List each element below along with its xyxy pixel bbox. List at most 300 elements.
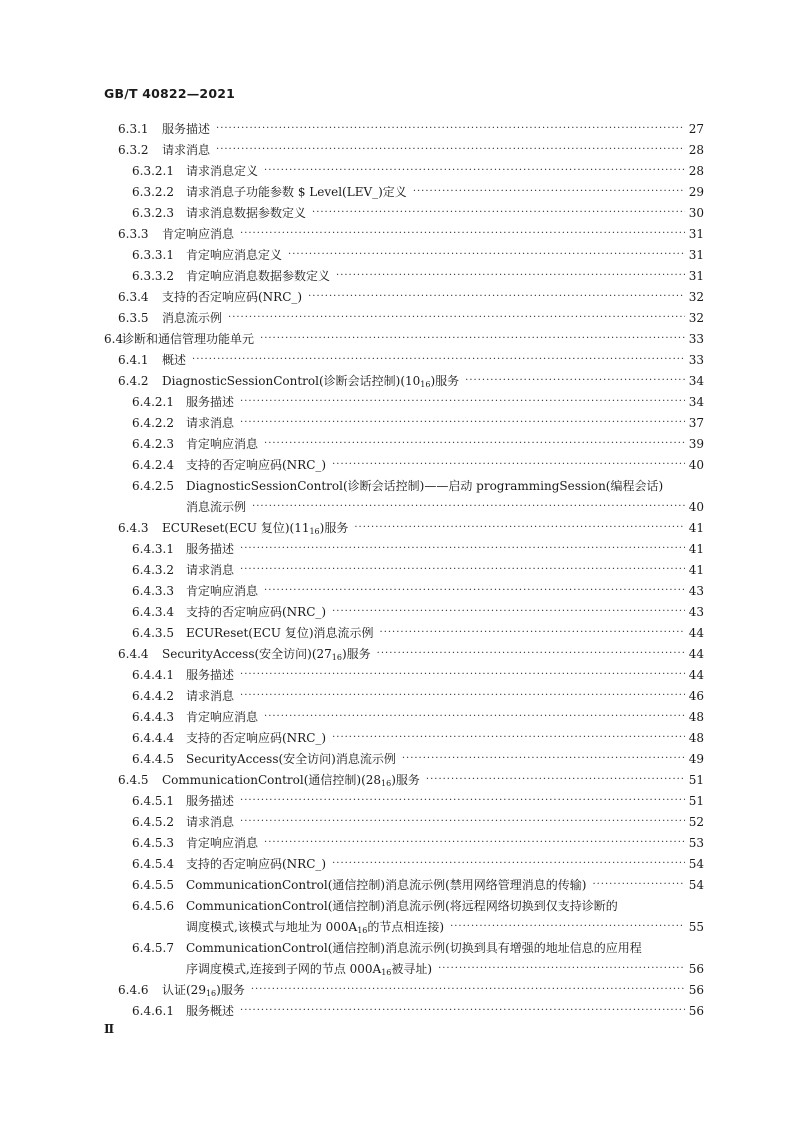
toc-entry[interactable] — [0, 118, 794, 139]
dot-leader — [252, 501, 685, 512]
toc-entry[interactable] — [0, 370, 794, 391]
toc-title — [186, 204, 306, 221]
toc-page-number: 44 — [688, 625, 704, 640]
toc-title — [162, 225, 234, 242]
toc-number: 6.4.3.1 — [132, 541, 174, 556]
toc-entry-first-line — [0, 937, 794, 958]
toc-entry-first-line — [0, 895, 794, 916]
toc-title-text: 请求消息 — [186, 416, 235, 430]
toc-entry-line — [0, 601, 704, 622]
toc-title-text: 序调度模式,连接到子网的节点 000A — [186, 962, 382, 976]
toc-entry[interactable] — [0, 181, 794, 202]
toc-entry[interactable] — [0, 349, 794, 370]
toc-entry-line — [0, 433, 704, 454]
toc-entry-line — [0, 223, 704, 244]
toc-entry[interactable] — [0, 475, 794, 517]
toc-entry-line — [0, 160, 704, 181]
toc-entry-line — [0, 307, 704, 328]
toc-title-text: 请求消息子功能参数 $ Level(LEV_)定义 — [186, 185, 407, 199]
toc-entry[interactable] — [0, 391, 794, 412]
toc-number: 6.4.3.5 — [132, 625, 174, 640]
toc-entry[interactable] — [0, 202, 794, 223]
toc-title — [186, 456, 326, 473]
toc-entry[interactable] — [0, 538, 794, 559]
dot-leader — [216, 123, 685, 134]
toc-entry-line — [0, 559, 704, 580]
toc-title-text: 肯定响应消息数据参数定义 — [186, 269, 331, 283]
toc-title — [186, 540, 234, 557]
toc-title — [186, 582, 258, 599]
toc-page-number: 53 — [688, 835, 704, 850]
dot-leader — [332, 606, 685, 617]
toc-entry-line — [0, 286, 704, 307]
toc-page-number: 28 — [688, 142, 704, 157]
toc-number: 6.4.1 — [118, 352, 149, 367]
dot-leader — [240, 1005, 685, 1016]
dot-leader — [240, 396, 685, 407]
toc-entry-line — [0, 706, 704, 727]
toc-page-number: 51 — [688, 793, 704, 808]
dot-leader — [264, 438, 685, 449]
toc-number: 6.3.3.1 — [132, 247, 174, 262]
toc-title-text: 支持的否定响应码(NRC_) — [186, 605, 327, 619]
toc-number: 6.4.3.3 — [132, 583, 174, 598]
toc-entry[interactable] — [0, 160, 794, 181]
toc-number: 6.4.2.2 — [132, 415, 174, 430]
toc-entry-line — [0, 664, 704, 685]
toc-title — [186, 624, 374, 641]
toc-title-text: SecurityAccess(安全访问)消息流示例 — [186, 752, 396, 766]
toc-page-number: 56 — [688, 982, 704, 997]
toc-title-text: 诊断和通信管理功能单元 — [122, 332, 255, 346]
toc-entry[interactable] — [0, 853, 794, 874]
toc-title — [162, 309, 222, 326]
toc-entry[interactable] — [0, 1000, 794, 1021]
toc-title-text: 肯定响应消息 — [186, 836, 259, 850]
toc-number: 6.4.6.1 — [132, 1003, 174, 1018]
toc-title-text: 认证(29 — [162, 983, 206, 997]
toc-entry[interactable] — [0, 559, 794, 580]
toc-entry-line — [0, 1000, 704, 1021]
subscript: 16 — [357, 926, 368, 935]
toc-title-suffix: )服务 — [391, 773, 420, 787]
dot-leader — [240, 228, 685, 239]
dot-leader — [240, 690, 685, 701]
toc-page-number: 31 — [688, 226, 704, 241]
toc-page-number: 39 — [688, 436, 704, 451]
toc-entry[interactable] — [0, 748, 794, 769]
toc-number: 6.4.2.5 — [132, 478, 174, 493]
toc-entry-line — [0, 685, 704, 706]
subscript: 16 — [331, 653, 342, 662]
toc-title — [186, 918, 444, 935]
toc-entry[interactable] — [0, 832, 794, 853]
toc-page-number: 31 — [688, 247, 704, 262]
toc-number: 6.4.4 — [118, 646, 149, 661]
toc-title-text: 服务描述 — [186, 542, 235, 556]
toc-title — [186, 708, 258, 725]
toc-title — [186, 603, 326, 620]
toc-number: 6.3.2.2 — [132, 184, 174, 199]
toc-number: 6.4.5.4 — [132, 856, 174, 871]
toc-entry-line — [0, 916, 704, 937]
toc-entry[interactable] — [0, 643, 794, 664]
toc-number: 6.4.4.4 — [132, 730, 174, 745]
toc-title-text: CommunicationControl(通信控制)消息流示例(禁用网络管理消息的传输) — [186, 878, 587, 892]
subscript: 16 — [309, 527, 320, 536]
toc-page-number: 28 — [688, 163, 704, 178]
toc-number: 6.3.2.3 — [132, 205, 174, 220]
toc-entry-line — [0, 832, 704, 853]
toc-page-number: 44 — [688, 667, 704, 682]
dot-leader — [192, 354, 685, 365]
toc-number: 6.3.4 — [118, 289, 149, 304]
toc-number: 6.4.4.1 — [132, 667, 174, 682]
toc-entry[interactable] — [0, 727, 794, 748]
toc-page-number: 51 — [688, 772, 704, 787]
toc-title-text: ECUReset(ECU 复位)消息流示例 — [186, 626, 374, 640]
toc-title — [186, 687, 234, 704]
toc-page-number: 34 — [688, 394, 704, 409]
toc-title — [186, 498, 246, 515]
toc-title-text: 服务描述 — [186, 395, 235, 409]
toc-number: 6.4.5.2 — [132, 814, 174, 829]
toc-entry-line — [0, 412, 704, 433]
toc-title — [186, 414, 234, 431]
toc-page-number: 40 — [688, 499, 704, 514]
dot-leader — [264, 711, 685, 722]
toc-entry-line — [0, 181, 704, 202]
dot-leader — [332, 858, 685, 869]
toc-page-number: 55 — [688, 919, 704, 934]
toc-title-text: 肯定响应消息定义 — [186, 248, 283, 262]
toc-entry-line — [0, 496, 704, 517]
toc-title — [186, 666, 234, 683]
toc-page-number: 41 — [688, 562, 704, 577]
toc-title-text: 概述 — [162, 353, 187, 367]
toc-title — [162, 645, 371, 662]
toc-entry-line — [0, 727, 704, 748]
toc-title-text: 请求消息数据参数定义 — [186, 206, 307, 220]
toc-title — [162, 372, 459, 389]
dot-leader — [240, 543, 685, 554]
toc-number: 6.4.2.4 — [132, 457, 174, 472]
dot-leader — [240, 795, 685, 806]
toc-page-number: 31 — [688, 268, 704, 283]
subscript: 16 — [381, 968, 392, 977]
toc-entry-line — [0, 349, 704, 370]
toc-page-number: 56 — [688, 1003, 704, 1018]
toc-entry-line — [0, 958, 704, 979]
toc-page-number: 33 — [688, 331, 704, 346]
toc-number: 6.4.5.3 — [132, 835, 174, 850]
toc-entry-line — [0, 265, 704, 286]
toc-title — [162, 141, 210, 158]
toc-page-number: 32 — [688, 289, 704, 304]
toc-entry[interactable] — [0, 685, 794, 706]
toc-title-suffix: )服务 — [216, 983, 245, 997]
toc-entry[interactable] — [0, 979, 794, 1000]
toc-title-text: 请求消息 — [186, 815, 235, 829]
dot-leader — [264, 837, 685, 848]
toc-title-text: 请求消息定义 — [186, 164, 259, 178]
toc-entry-line — [0, 139, 704, 160]
toc-entry-line — [0, 748, 704, 769]
toc-title-text: 服务描述 — [162, 122, 211, 136]
dot-leader — [240, 816, 685, 827]
toc-number: 6.4.3 — [118, 520, 149, 535]
toc-title-text: SecurityAccess(安全访问)(27 — [162, 647, 332, 661]
toc-title-text: 肯定响应消息 — [186, 710, 259, 724]
toc-title-text: 肯定响应消息 — [186, 584, 259, 598]
toc-entry[interactable] — [0, 454, 794, 475]
toc-title-text: 支持的否定响应码(NRC_) — [186, 857, 327, 871]
toc-title-text: 服务描述 — [186, 668, 235, 682]
toc-title — [186, 813, 234, 830]
toc-title — [186, 729, 326, 746]
toc-entry[interactable] — [0, 937, 794, 979]
toc-number: 6.4 — [104, 331, 124, 346]
toc-number: 6.4.5 — [118, 772, 149, 787]
toc-title — [186, 393, 234, 410]
dot-leader — [264, 165, 685, 176]
toc-title-line1: CommunicationControl(通信控制)消息流示例(将远程网络切换到仅支持诊断的 — [186, 899, 618, 913]
toc-number: 6.3.3.2 — [132, 268, 174, 283]
toc-title-text: 消息流示例 — [186, 500, 247, 514]
toc-page-number: 34 — [688, 373, 704, 388]
toc-title-suffix: 的节点相连接) — [367, 920, 445, 934]
toc-entry[interactable] — [0, 895, 794, 937]
toc-page-number: 40 — [688, 457, 704, 472]
toc-entry-line — [0, 580, 704, 601]
toc-number: 6.4.5.1 — [132, 793, 174, 808]
toc-number: 6.4.3.2 — [132, 562, 174, 577]
toc-number: 6.4.5.7 — [132, 940, 174, 955]
toc-title — [186, 792, 234, 809]
toc-page-number: 43 — [688, 583, 704, 598]
toc-number: 6.3.2 — [118, 142, 149, 157]
toc-page-number: 56 — [688, 961, 704, 976]
toc-title — [122, 330, 254, 347]
toc-entry-line — [0, 517, 704, 538]
dot-leader — [450, 921, 685, 932]
toc-title — [186, 561, 234, 578]
toc-title — [186, 855, 326, 872]
toc-entry-line — [0, 244, 704, 265]
toc-entry[interactable] — [0, 412, 794, 433]
dot-leader — [260, 333, 685, 344]
dot-leader — [228, 312, 685, 323]
toc-title — [186, 267, 330, 284]
toc-entry-line — [0, 769, 704, 790]
toc-number: 6.3.2.1 — [132, 163, 174, 178]
toc-title-text: 支持的否定响应码(NRC_) — [186, 458, 327, 472]
toc-title-text: 支持的否定响应码(NRC_) — [162, 290, 303, 304]
toc-page-number: 29 — [688, 184, 704, 199]
toc-entry[interactable] — [0, 580, 794, 601]
toc-number: 6.4.3.4 — [132, 604, 174, 619]
toc-entry[interactable] — [0, 139, 794, 160]
toc-page-number: 41 — [688, 541, 704, 556]
dot-leader — [240, 417, 685, 428]
dot-leader — [240, 564, 685, 575]
toc-number: 6.3.3 — [118, 226, 149, 241]
toc-title-text: 支持的否定响应码(NRC_) — [186, 731, 327, 745]
toc-entry[interactable] — [0, 328, 794, 349]
dot-leader — [380, 627, 685, 638]
toc-title — [186, 876, 586, 893]
dot-leader — [465, 375, 685, 386]
toc-number: 6.3.5 — [118, 310, 149, 325]
toc-page-number: 46 — [688, 688, 704, 703]
toc-entry-line — [0, 979, 704, 1000]
toc-entry[interactable] — [0, 286, 794, 307]
dot-leader — [308, 291, 685, 302]
toc-title — [162, 519, 348, 536]
toc-title — [186, 834, 258, 851]
toc-title — [162, 771, 420, 788]
toc-entry[interactable] — [0, 244, 794, 265]
toc-entry-line — [0, 622, 704, 643]
toc-number: 6.3.1 — [118, 121, 149, 136]
toc-entry-line — [0, 790, 704, 811]
toc-entry-first-line — [0, 475, 794, 496]
toc-entry-line — [0, 454, 704, 475]
toc-title-line1: DiagnosticSessionControl(诊断会话控制)——启动 programmingSession(编程会话) — [186, 479, 664, 493]
toc-title-text: 调度模式,该模式与地址为 000A — [186, 920, 358, 934]
toc-number: 6.4.5.6 — [132, 898, 174, 913]
toc-title — [162, 120, 210, 137]
toc-title-line1: CommunicationControl(通信控制)消息流示例(切换到具有增强的地址信息的应用程 — [186, 941, 642, 955]
toc-entry[interactable] — [0, 790, 794, 811]
toc-page-number: 33 — [688, 352, 704, 367]
toc-page-number: 52 — [688, 814, 704, 829]
document-header: GB/T 40822—2021 — [104, 86, 236, 101]
dot-leader — [332, 732, 685, 743]
toc-title-text: DiagnosticSessionControl(诊断会话控制)(10 — [162, 374, 421, 388]
toc-entry-line — [0, 328, 704, 349]
dot-leader — [288, 249, 685, 260]
toc-page-number: 37 — [688, 415, 704, 430]
toc-page-number: 49 — [688, 751, 704, 766]
dot-leader — [377, 648, 685, 659]
subscript: 16 — [205, 989, 217, 998]
toc-title-suffix: )服务 — [341, 647, 371, 661]
dot-leader — [592, 879, 684, 890]
toc-entry[interactable] — [0, 601, 794, 622]
toc-title — [186, 750, 396, 767]
toc-number: 6.4.2.3 — [132, 436, 174, 451]
toc-title — [186, 960, 432, 977]
toc-entry-line — [0, 811, 704, 832]
toc-entry[interactable] — [0, 664, 794, 685]
toc-title-text: 肯定响应消息 — [186, 437, 259, 451]
toc-entry[interactable] — [0, 517, 794, 538]
toc-entry-line — [0, 643, 704, 664]
dot-leader — [336, 270, 685, 281]
toc-title-text: 请求消息 — [186, 563, 235, 577]
toc-title-text: 请求消息 — [186, 689, 235, 703]
toc-entry-line — [0, 874, 704, 895]
toc-entry-line — [0, 118, 704, 139]
toc-title-suffix: )服务 — [319, 521, 349, 535]
toc-number: 6.4.4.5 — [132, 751, 174, 766]
toc-page-number: 43 — [688, 604, 704, 619]
toc-page-number: 48 — [688, 730, 704, 745]
toc-page-number: 44 — [688, 646, 704, 661]
toc-title — [162, 981, 245, 998]
toc-entry[interactable] — [0, 265, 794, 286]
toc-title — [186, 435, 258, 452]
toc-title-text: 服务描述 — [186, 794, 235, 808]
toc-entry-line — [0, 538, 704, 559]
toc-page-number: 54 — [688, 856, 704, 871]
toc-number: 6.4.6 — [118, 982, 149, 997]
dot-leader — [251, 984, 685, 995]
toc-entry[interactable] — [0, 811, 794, 832]
toc-entry[interactable] — [0, 874, 794, 895]
toc-title-text: CommunicationControl(通信控制)(28 — [162, 773, 382, 787]
toc-title — [186, 162, 258, 179]
dot-leader — [264, 585, 685, 596]
dot-leader — [426, 774, 685, 785]
toc-entry-line — [0, 391, 704, 412]
toc-page-number: 27 — [688, 121, 704, 136]
toc-number: 6.4.4.2 — [132, 688, 174, 703]
toc-title-text: 请求消息 — [162, 143, 211, 157]
table-of-contents — [0, 118, 794, 1021]
toc-title — [162, 351, 186, 368]
toc-entry[interactable] — [0, 433, 794, 454]
toc-title — [162, 288, 302, 305]
dot-leader — [312, 207, 685, 218]
toc-title-suffix: 被寻址) — [391, 962, 433, 976]
subscript: 16 — [420, 380, 431, 389]
toc-number: 6.4.2.1 — [132, 394, 174, 409]
dot-leader — [216, 144, 685, 155]
toc-entry[interactable] — [0, 706, 794, 727]
toc-entry[interactable] — [0, 307, 794, 328]
toc-entry[interactable] — [0, 769, 794, 790]
toc-page-number: 30 — [688, 205, 704, 220]
page-number: Ⅱ — [104, 1022, 115, 1036]
dot-leader — [413, 186, 685, 197]
toc-page-number: 41 — [688, 520, 704, 535]
toc-page-number: 48 — [688, 709, 704, 724]
toc-title-text: 消息流示例 — [162, 311, 223, 325]
toc-title — [186, 246, 282, 263]
toc-title-text: 服务概述 — [186, 1004, 235, 1018]
dot-leader — [240, 669, 685, 680]
toc-title-text: ECUReset(ECU 复位)(11 — [162, 521, 310, 535]
dot-leader — [354, 522, 684, 533]
toc-title — [186, 183, 407, 200]
toc-title — [186, 1002, 234, 1019]
toc-entry-line — [0, 202, 704, 223]
toc-title-text: 肯定响应消息 — [162, 227, 235, 241]
dot-leader — [402, 753, 685, 764]
toc-entry-line — [0, 370, 704, 391]
toc-entry[interactable] — [0, 223, 794, 244]
toc-number: 6.4.2 — [118, 373, 149, 388]
toc-page-number: 32 — [688, 310, 704, 325]
subscript: 16 — [381, 779, 392, 788]
toc-entry[interactable] — [0, 622, 794, 643]
toc-number: 6.4.4.3 — [132, 709, 174, 724]
toc-entry-line — [0, 853, 704, 874]
dot-leader — [438, 963, 685, 974]
toc-page-number: 54 — [688, 877, 704, 892]
